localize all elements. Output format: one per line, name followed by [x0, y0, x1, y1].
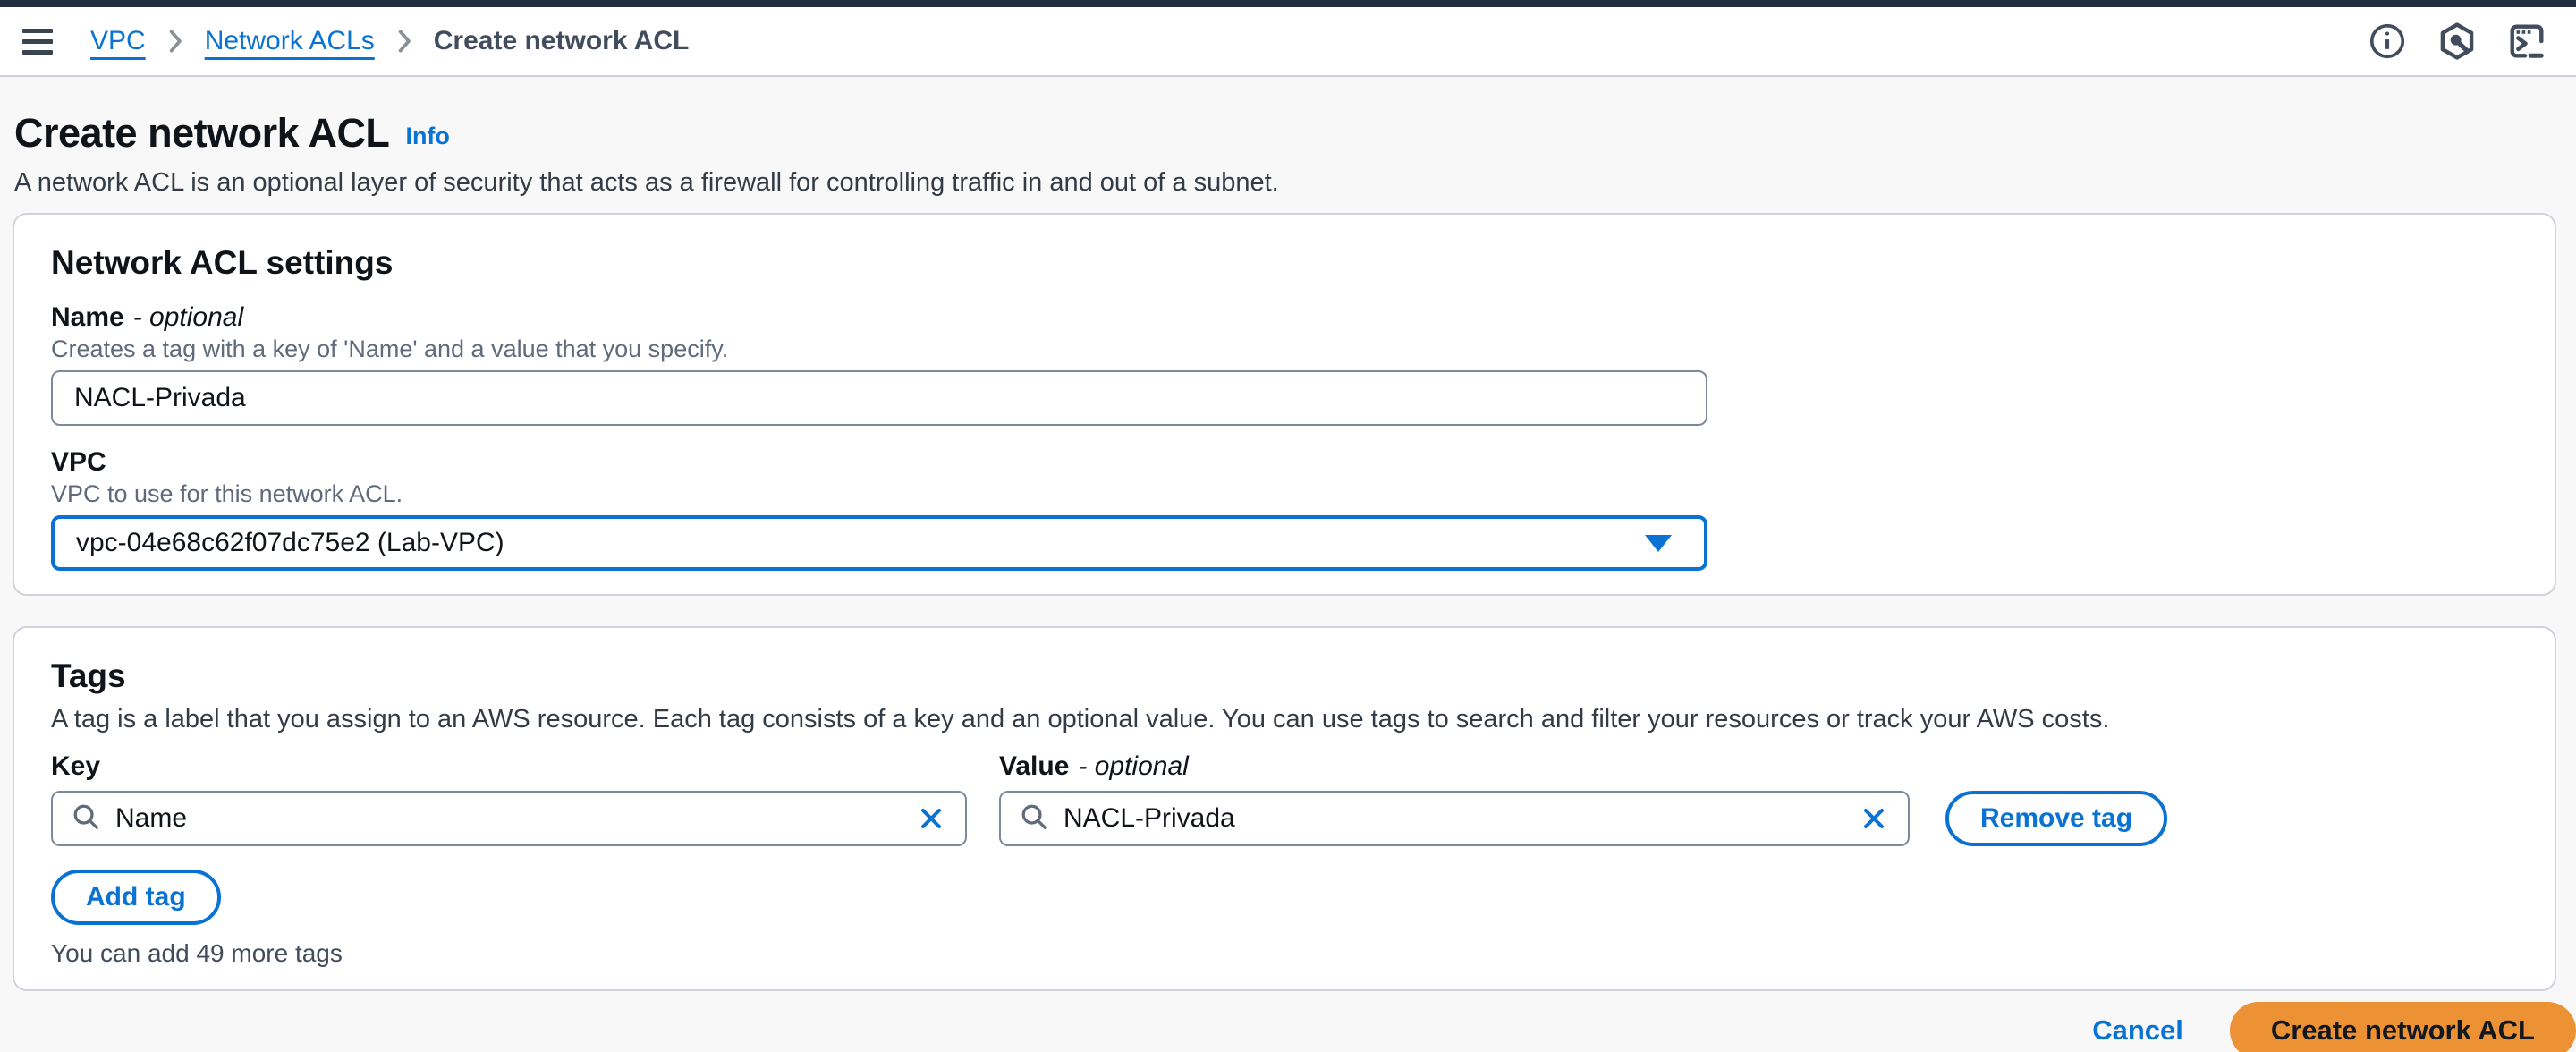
tag-key-label: Key	[51, 751, 101, 781]
chevron-down-icon	[1645, 535, 1672, 552]
value-optional-suffix: - optional	[1078, 751, 1189, 781]
browser-top-strip	[0, 0, 2576, 7]
vpc-field-help: VPC to use for this network ACL.	[51, 480, 403, 507]
page-title: Create network ACL	[14, 110, 390, 156]
name-input[interactable]	[51, 370, 1707, 426]
breadcrumb-vpc[interactable]: VPC	[90, 26, 146, 55]
clear-value-icon[interactable]	[1858, 802, 1890, 835]
tags-card-title: Tags	[51, 658, 126, 694]
hamburger-menu-icon[interactable]	[22, 29, 53, 55]
tag-value-input[interactable]	[1063, 803, 1847, 834]
remove-tag-button[interactable]: Remove tag	[1945, 791, 2167, 846]
cloudshell-icon[interactable]	[2504, 19, 2549, 64]
breadcrumb-network-acls[interactable]: Network ACLs	[204, 26, 375, 55]
name-optional-suffix: - optional	[132, 302, 244, 332]
breadcrumb	[90, 26, 689, 56]
tags-card-description: A tag is a label that you assign to an AWS resource. Each tag consists of a key and an optional value. You can use tags to search and filter your resources or track your AWS costs.	[51, 705, 2110, 734]
tags-remaining-text: You can add 49 more tags	[51, 939, 343, 967]
info-icon[interactable]	[2365, 19, 2410, 64]
clear-key-icon[interactable]	[915, 802, 947, 835]
tag-key-input[interactable]	[115, 803, 904, 834]
tag-key-column	[51, 751, 967, 846]
vpc-field-group	[51, 447, 2519, 571]
tag-value-box	[999, 791, 1910, 846]
form-actions	[0, 1002, 2576, 1052]
tag-value-label: Value - optional	[999, 751, 1189, 781]
info-link[interactable]: Info	[405, 123, 450, 149]
chevron-right-icon	[165, 28, 185, 55]
vpc-field-label: VPC	[51, 447, 106, 477]
console-header	[0, 7, 2576, 77]
network-acl-settings-card	[13, 213, 2556, 596]
page-description: A network ACL is an optional layer of security that acts as a firewall for controlling traffic in and out of a subnet.	[14, 168, 1279, 197]
settings-card-title: Network ACL settings	[51, 244, 394, 281]
vpc-select[interactable]	[51, 515, 1707, 571]
chevron-right-icon	[394, 28, 414, 55]
create-network-acl-button[interactable]: Create network ACL	[2230, 1002, 2576, 1052]
add-tag-button[interactable]: Add tag	[51, 870, 221, 925]
cancel-button[interactable]: Cancel	[2092, 1014, 2183, 1046]
page-header	[0, 77, 2576, 199]
tag-key-box	[51, 791, 967, 846]
name-field-label: Name - optional	[51, 302, 244, 332]
search-icon	[71, 802, 101, 836]
amazon-q-icon[interactable]	[2435, 19, 2479, 64]
name-field-help: Creates a tag with a key of 'Name' and a value that you specify.	[51, 335, 729, 362]
tag-row	[51, 751, 2519, 846]
name-field-group	[51, 302, 2519, 426]
vpc-select-value: vpc-04e68c62f07dc75e2 (Lab-VPC)	[76, 528, 504, 557]
search-icon	[1019, 802, 1049, 836]
tags-card	[13, 626, 2556, 991]
tag-value-column	[999, 751, 1910, 846]
header-actions	[2365, 19, 2549, 64]
breadcrumb-current: Create network ACL	[433, 26, 690, 55]
